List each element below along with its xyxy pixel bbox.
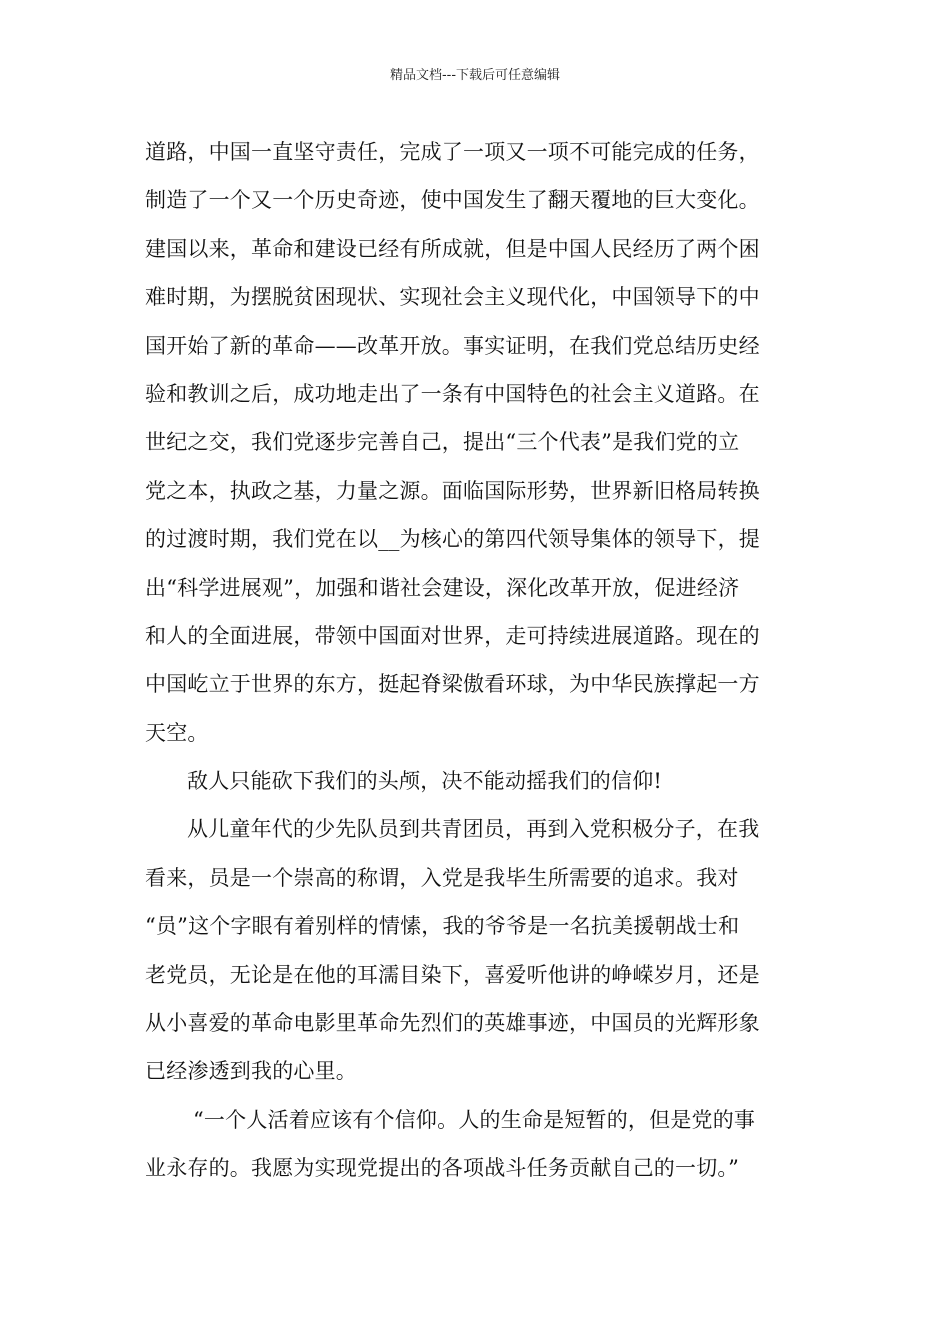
text-line: 业永存的。我愿为实现党提出的各项战斗任务贡献自己的一切。”	[145, 1156, 740, 1181]
text-line: 的过渡时期，我们党在以__为核心的第四代领导集体的领导下，提	[145, 527, 760, 552]
text-line: 党之本，执政之基，力量之源。面临国际形势，世界新旧格局转换	[145, 478, 760, 503]
text-line: 验和教训之后，成功地走出了一条有中国特色的社会主义道路。在	[145, 381, 760, 406]
text-line: 从小喜爱的革命电影里革命先烈们的英雄事迹，中国员的光辉形象	[145, 1011, 760, 1036]
paragraph-first-line: 敌人只能砍下我们的头颅，决不能动摇我们的信仰!	[187, 769, 663, 794]
text-line: 建国以来，革命和建设已经有所成就，但是中国人民经历了两个困	[145, 236, 760, 261]
text-line: 看来，员是一个崇高的称谓，入党是我毕生所需要的追求。我对	[145, 865, 739, 890]
paragraph-first-line: 从儿童年代的少先队员到共青团员，再到入党积极分子，在我	[187, 817, 760, 842]
document-body	[145, 128, 805, 1193]
text-line: 天空。	[145, 720, 209, 745]
text-line: 道路，中国一直坚守责任，完成了一项又一项不可能完成的任务，	[145, 140, 760, 164]
text-line: 出“科学进展观”，加强和谐社会建设，深化改革开放，促进经济	[145, 575, 740, 600]
text-line: 难时期，为摆脱贫困现状、实现社会主义现代化，中国领导下的中	[145, 285, 760, 310]
text-line: 国开始了新的革命——改革开放。事实证明，在我们党总结历史经	[145, 333, 760, 358]
text-line: 和人的全面进展，带领中国面对世界，走可持续进展道路。现在的	[145, 623, 760, 648]
text-line: 中国屹立于世界的东方，挺起脊梁傲看环球，为中华民族撑起一方	[145, 672, 760, 697]
text-line: 老党员，无论是在他的耳濡目染下，喜爱听他讲的峥嵘岁月，还是	[145, 962, 760, 987]
text-line: 制造了一个又一个历史奇迹，使中国发生了翻天覆地的巨大变化。	[145, 188, 760, 213]
text-line: 世纪之交，我们党逐步完善自己，提出“三个代表”是我们党的立	[145, 430, 740, 455]
text-line: 已经渗透到我的心里。	[145, 1059, 357, 1084]
text-line: “员”这个字眼有着别样的情愫，我的爷爷是一名抗美援朝战士和	[145, 914, 740, 939]
page-header: 精品文档---下载后可任意编辑	[389, 68, 561, 83]
quote-first-line: “一个人活着应该有个信仰。人的生命是短暂的，但是党的事	[193, 1107, 756, 1132]
